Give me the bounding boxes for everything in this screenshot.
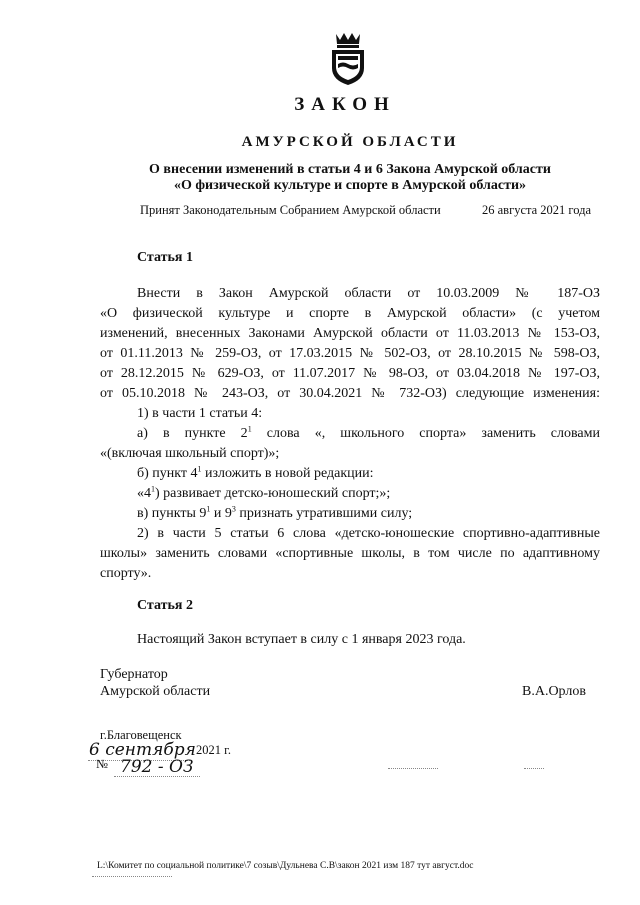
position-line-1: Губернатор (100, 667, 168, 682)
subject-line-1: О внесении изменений в статьи 4 и 6 Закона Амурской области (149, 162, 551, 177)
item-1a-text-rest: слова «, школьного спорта» заменить словами (251, 426, 601, 441)
article-2-heading: Статья 2 (137, 598, 193, 613)
faint-dotted-mark (524, 768, 544, 769)
item-1b-sup: 1 (197, 464, 202, 474)
article-1-line: от 28.12.2015 № 629-ОЗ, от 11.07.2017 № 98-ОЗ, от 03.04.2018 № 197-ОЗ, (100, 366, 600, 381)
subject-line-2: «О физической культуре и спорте в Амурской области» (173, 178, 527, 193)
item-1b-text: б) пункт 4 (137, 466, 198, 481)
signatory-name: В.А.Орлов (522, 684, 586, 699)
item-2-line: спорту». (100, 566, 152, 581)
item-1b-quote-rest: ) развивает детско-юношеский спорт;»; (155, 486, 391, 501)
item-1: 1) в части 1 статьи 4: (137, 406, 263, 421)
item-1b-text-rest: изложить в новой редакции: (201, 466, 374, 481)
article-1-line: «О физической культуре и спорте в Амурской области» (с учетом (100, 306, 600, 321)
law-subject (0, 162, 640, 194)
item-2-line: школы» заменить словами «спортивные школы, в том числе по адаптивному (100, 546, 600, 561)
issuance-city: г.Благовещенск (100, 728, 182, 742)
item-1b-quote (137, 484, 600, 504)
adopted-by: Принят Законодательным Собранием Амурской области (140, 203, 441, 217)
number-label: № (96, 757, 108, 771)
item-1c-sup-2: 3 (231, 504, 236, 514)
item-1a-text: а) в пункте 2 (137, 426, 248, 441)
item-1c-text: в) пункты 9 (137, 506, 207, 521)
item-1c-sup-1: 1 (206, 504, 211, 514)
footer-rule (92, 876, 172, 877)
amur-coat-of-arms-icon (326, 30, 370, 86)
article-1-line: Внести в Закон Амурской области от 10.03.2009 № 187-ОЗ (137, 286, 600, 301)
issuance-year: 2021 г. (196, 743, 231, 757)
item-1c-text-rest: признать утратившими силу; (235, 506, 413, 521)
law-title: ЗАКОН (294, 94, 396, 115)
item-1a-sup: 1 (247, 424, 252, 434)
item-1c-text-mid: и 9 (210, 506, 232, 521)
item-1b (137, 464, 600, 484)
article-1-line: изменений, внесенных Законами Амурской области от 11.03.2013 № 153-ОЗ, (100, 326, 600, 341)
number-underline (114, 776, 200, 777)
faint-dotted-mark (388, 768, 438, 769)
article-1-line: от 05.10.2018 № 243-ОЗ, от 30.04.2021 № 732-ОЗ) следующие изменения: (100, 386, 600, 401)
item-2-line: 2) в части 5 статьи 6 слова «детско-юношеские спортивно-адаптивные (137, 526, 600, 541)
article-2-text: Настоящий Закон вступает в силу с 1 января 2023 года. (137, 632, 466, 647)
item-1b-quote-sup: 1 (151, 484, 155, 494)
issuance-date-handwritten: 6 сентября (89, 740, 196, 760)
file-path-footer: L:\Комитет по социальной политике\7 созыв\Дульнева С.В\закон 2021 изм 187 тут август.doc (97, 861, 474, 871)
article-1-heading: Статья 1 (137, 250, 193, 265)
item-1b-quote-text: «4 (137, 486, 151, 501)
item-1c (137, 504, 600, 524)
article-1-line: от 01.11.2013 № 259-ОЗ, от 17.03.2015 № 502-ОЗ, от 28.10.2015 № 598-ОЗ, (100, 346, 600, 361)
region-title: АМУРСКОЙ ОБЛАСТИ (241, 134, 459, 150)
issuance-number-handwritten: 792 - ОЗ (120, 757, 194, 777)
adopted-date: 26 августа 2021 года (482, 203, 592, 217)
item-1a-continuation: «(включая школьный спорт)»; (100, 446, 280, 461)
signatory-position (100, 666, 210, 700)
item-1a (137, 424, 600, 444)
position-line-2: Амурской области (100, 684, 211, 699)
